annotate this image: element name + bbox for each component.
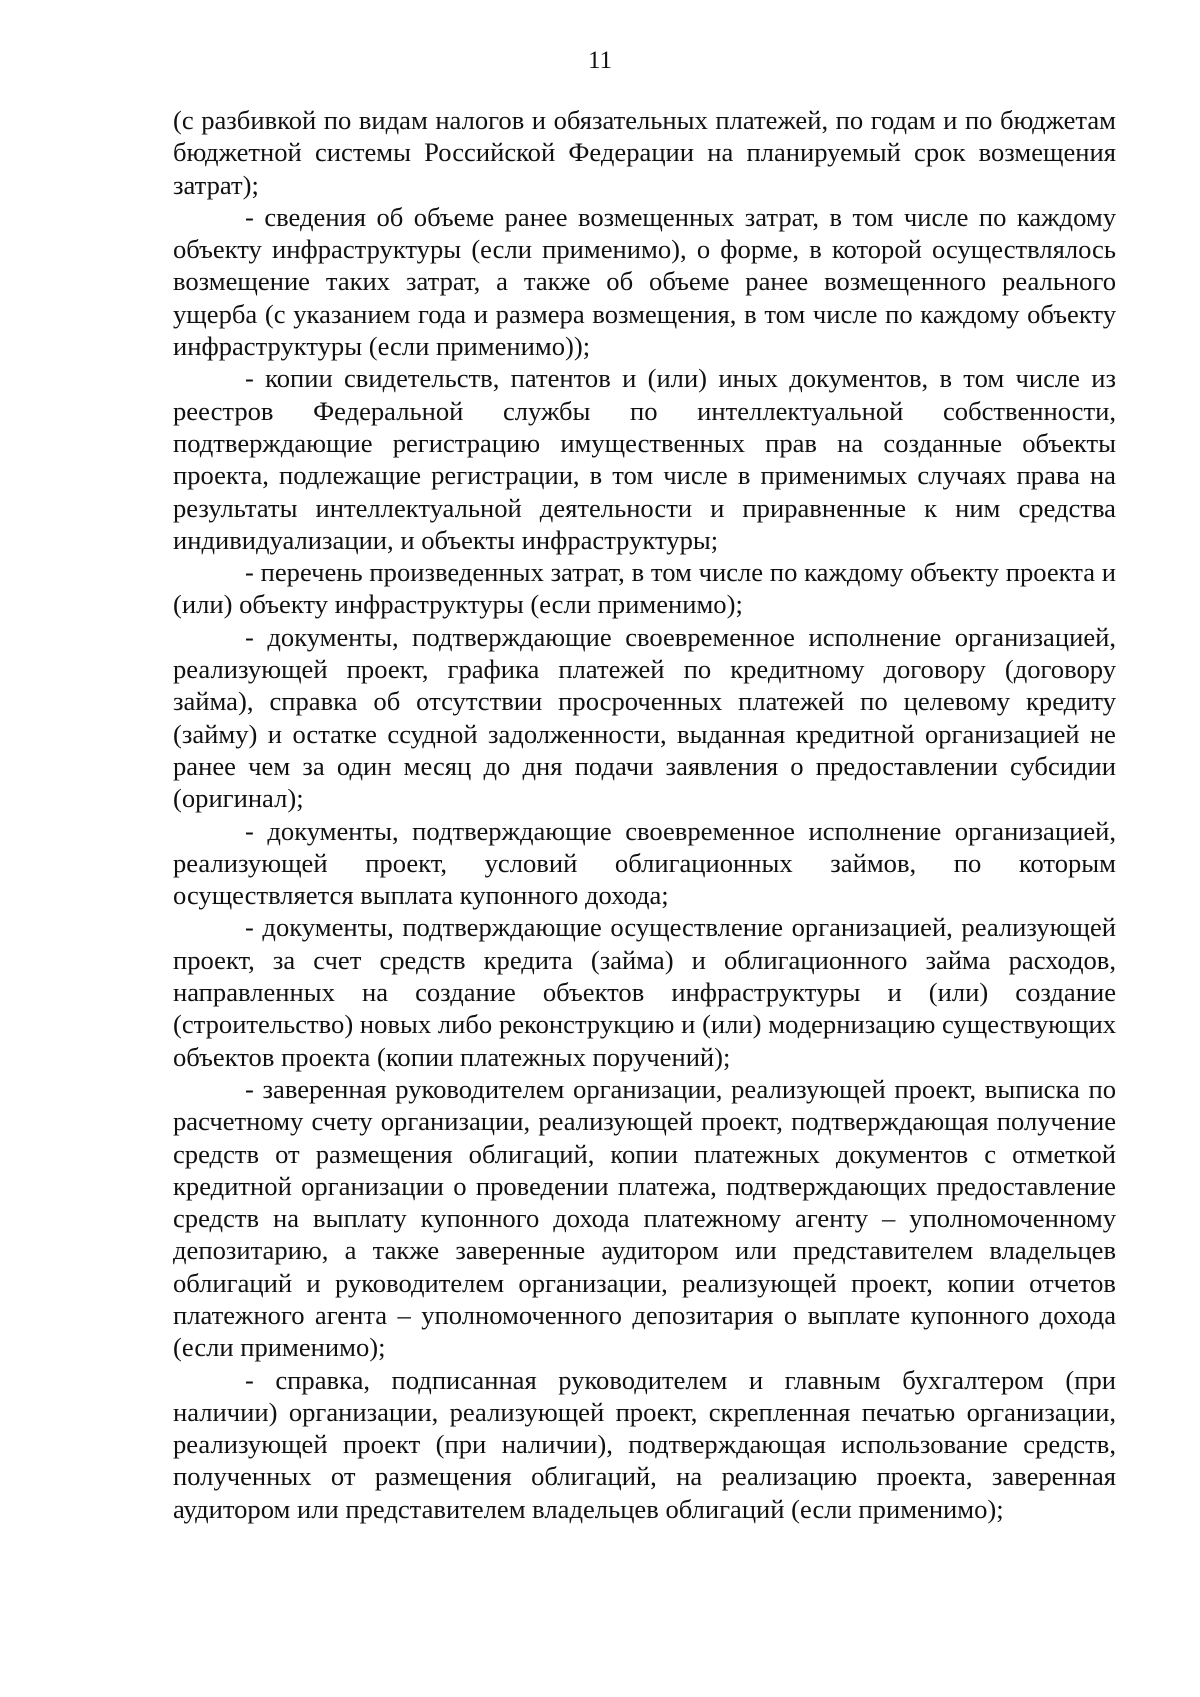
paragraph-3: - копии свидетельств, патентов и (или) иных документов, в том числе из реестров Федеральной службы по интеллектуальной собственности, подтверждающие регистрацию имущественных прав на созданные объекты проекта, подлежащие регистрации, в том числе в применимых случаях права на результаты интеллектуальной деятельности и приравненные к ним средства индивидуализации, и объекты инфраструктуры; [173, 363, 1116, 555]
paragraph-7: - документы, подтверждающие осуществление организацией, реализующей проект, за счет средств кредита (займа) и облигационного займа расходов, направленных на создание объектов инфраструктуры и (или) создание (строительство) новых либо реконструкцию и (или) модернизацию существующих объектов проекта (копии платежных поручений); [173, 912, 1116, 1072]
paragraph-5: - документы, подтверждающие своевременное исполнение организацией, реализующей проект, графика платежей по кредитному договору (договору займа), справка об отсутствии просроченных платежей по целевому кредиту (займу) и остатке ссудной задолженности, выданная кредитной организацией не ранее чем за один месяц до дня подачи заявления о предоставлении субсидии (оригинал); [173, 621, 1116, 814]
paragraph-6: - документы, подтверждающие своевременное исполнение организацией, реализующей проект, условий облигационных займов, по которым осуществляется выплата купонного дохода; [173, 815, 1116, 911]
paragraph-8: - заверенная руководителем организации, реализующей проект, выписка по расчетному счету организации, реализующей проект, подтверждающая получение средств от размещения облигаций, копии платежных документов с отметкой кредитной организации о проведении платежа, подтверждающих предоставление средств на выплату купонного дохода платежному агенту – уполномоченному депозитарию, а также заверенные аудитором или представителем владельцев облигаций и руководителем организации, реализующей проект, копии отчетов платежного агента – уполномоченного депозитария о выплате купонного дохода (если применимо); [173, 1073, 1116, 1363]
paragraph-9: - справка, подписанная руководителем и главным бухгалтером (при наличии) организации, реализующей проект, скрепленная печатью организации, реализующей проект (при наличии), подтверждающая использование средств, полученных от размещения облигаций, на реализацию проекта, заверенная аудитором или представителем владельцев облигаций (если применимо); [173, 1364, 1116, 1524]
document-body [173, 104, 1116, 1525]
paragraph-1: (с разбивкой по видам налогов и обязательных платежей, по годам и по бюджетам бюджетной системы Российской Федерации на планируемый срок возмещения затрат); [173, 105, 1116, 200]
page-number: 11 [587, 47, 613, 74]
paragraph-2: - сведения об объеме ранее возмещенных затрат, в том числе по каждому объекту инфраструктуры (если применимо), о форме, в которой осуществлялось возмещение таких затрат, а также об объеме ранее возмещенного реального ущерба (с указанием года и размера возмещения, в том числе по каждому объекту инфраструктуры (если применимо)); [173, 201, 1116, 362]
paragraph-4: - перечень произведенных затрат, в том числе по каждому объекту проекта и (или) объекту инфраструктуры (если применимо); [173, 557, 1116, 620]
